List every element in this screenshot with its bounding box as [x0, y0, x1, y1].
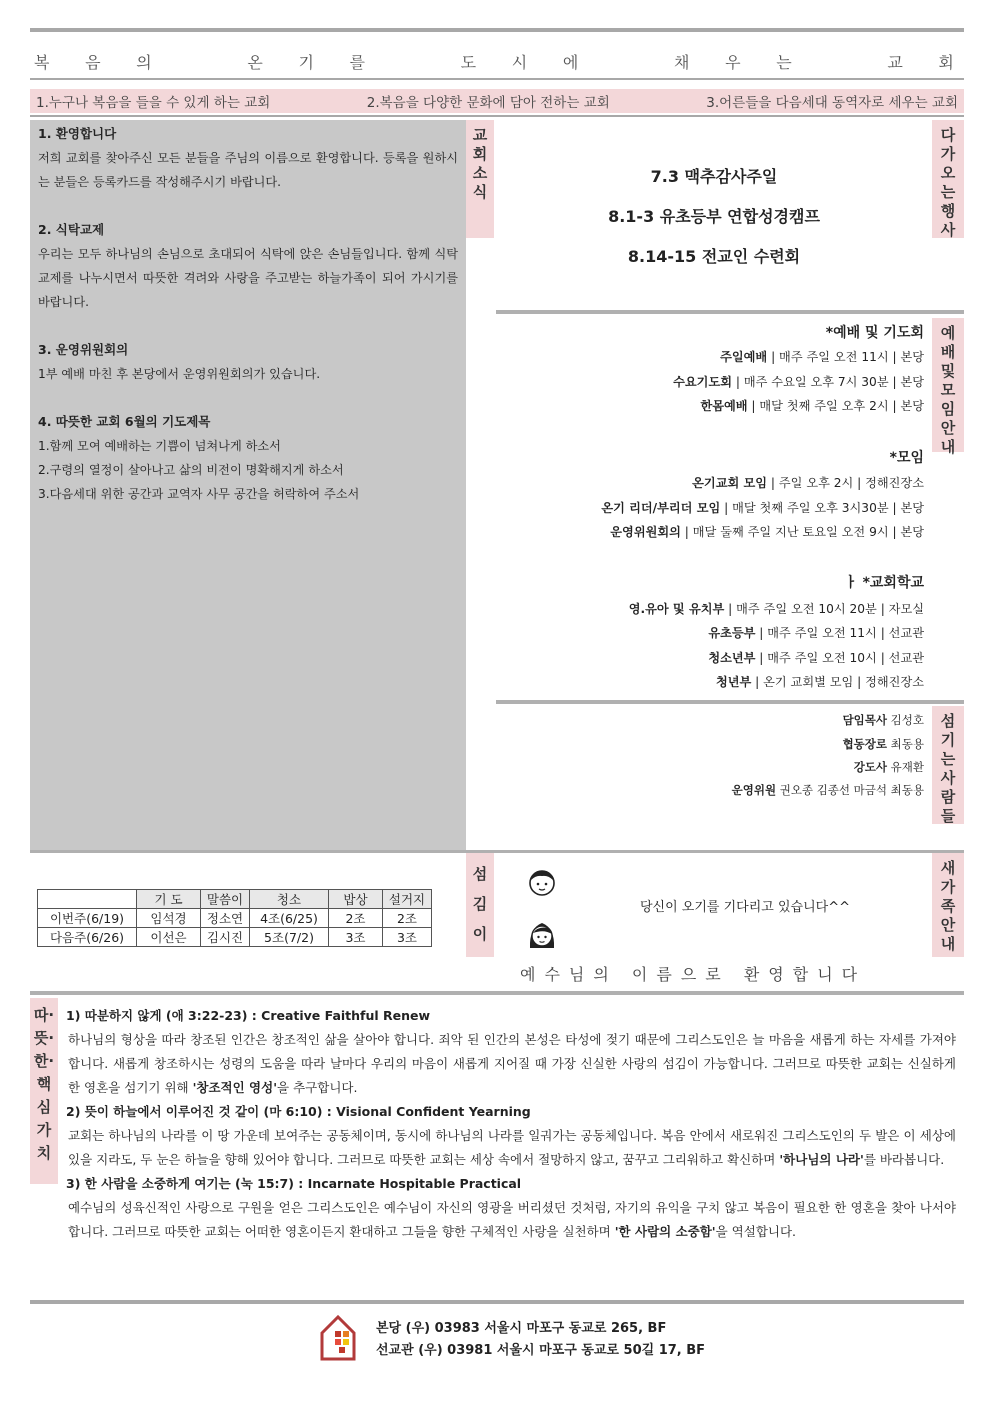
- table-cell: 3조: [329, 928, 383, 947]
- table-row: [38, 909, 432, 928]
- label-char: 이: [472, 925, 488, 943]
- worship-schedule: [496, 318, 932, 698]
- motto-char: 에: [562, 53, 581, 72]
- motto-char: 기: [298, 53, 316, 72]
- label-char: 배: [940, 343, 956, 361]
- motto-char: 온: [247, 53, 265, 72]
- news-title-4: 4. 따뜻한 교회 6월의 기도제목: [38, 414, 211, 429]
- serving-label-text: [466, 859, 494, 949]
- staff-row: 협동장로 최동용: [842, 737, 924, 751]
- prayer-item: 3.다음세대 위한 공간과 교역자 사무 공간을 허락하여 주소서: [38, 487, 360, 501]
- newcomer-label-text: [932, 859, 964, 954]
- news-text-2: 우리는 모두 하나님의 손님으로 초대되어 식탁에 앉은 손님들입니다. 함께 식탁교제를 나누시면서 따뜻한 격려와 사랑을 주고받는 하늘가족이 되어 가시기를 바랍니다.: [38, 247, 458, 309]
- label-char: 임: [940, 400, 956, 418]
- label-char: 사: [940, 769, 956, 787]
- table-cell: 2조: [329, 909, 383, 928]
- worship-row: 주일예배 | 매주 주일 오전 11시 | 본당: [720, 350, 924, 364]
- table-cell: 기 도: [137, 890, 201, 909]
- label-char: 핵: [36, 1075, 52, 1093]
- girl-avatar-icon: [526, 918, 558, 952]
- core-values: [66, 1004, 956, 1244]
- church-news: [30, 120, 466, 850]
- table-cell: [38, 890, 137, 909]
- upcoming-events: [496, 120, 932, 310]
- school-row: 청년부 | 온기 교회별 모임 | 정해진장소: [715, 675, 924, 689]
- motto-char: 복: [34, 53, 52, 72]
- church-logo-icon: [318, 1313, 358, 1361]
- value-text-1: 하나님의 형상을 따라 창조된 인간은 창조적인 삶을 살아야 합니다. 죄악 된 인간의 본성은 타성에 젖기 때문에 그리스도인은 늘 마음을 새롭게 하는 자세를 가져야합니다. 새롭게 창조하시는 성령의 도움을 따라 날마다 우리의 마음이 새롭게 지어질 때 가장 신실한 사랑의 섬김이 가능합니다. 그러므로 따뜻한 교회는 신실하게 한 영혼을 섬기기 위해 '창조적인 영성'을 추구합니다.: [68, 1032, 957, 1095]
- staff-row: 강도사 유재환: [853, 760, 924, 774]
- footer-address: [376, 1318, 705, 1362]
- vision-rule: [30, 115, 964, 117]
- table-header-row: [38, 890, 432, 909]
- staff-row: 담임목사 김성호: [842, 713, 924, 727]
- meeting-row: 운영위원회의 | 매달 둘째 주일 지난 토요일 오전 9시 | 본당: [610, 525, 924, 539]
- label-char: 뜻·: [33, 1029, 55, 1047]
- label-char: 가: [940, 145, 956, 163]
- events-label-text: [932, 126, 964, 240]
- events-divider: [496, 310, 964, 314]
- serving-label: [466, 853, 494, 957]
- label-char: 가: [940, 878, 956, 896]
- table-cell: 설거지: [383, 890, 432, 909]
- vision-item: 1.누구나 복음을 들을 수 있게 하는 교회: [36, 95, 271, 111]
- staff-label: [932, 706, 964, 824]
- values-label: [30, 998, 58, 1184]
- mid-divider: [30, 850, 964, 853]
- value-title-2: 2) 뜻이 하늘에서 이루어진 것 같이 (마 6:10) : Visional Confident Yearning: [66, 1104, 531, 1119]
- motto-char: 교: [887, 53, 905, 72]
- vision-item: 2.복음을 다양한 문화에 담아 전하는 교회: [366, 95, 610, 111]
- schedule-label: [932, 318, 964, 456]
- news-text-1: 저희 교회를 찾아주신 모든 분들을 주님의 이름으로 환영합니다. 등록을 원하시는 분들은 등록카드를 작성해주시기 바랍니다.: [38, 151, 458, 189]
- meeting-heading: *모임: [889, 450, 924, 466]
- table-cell: 이선은: [137, 928, 201, 947]
- motto-char: 음: [85, 53, 103, 72]
- event-item: 7.3 맥추감사주일: [650, 167, 778, 186]
- label-char: 람: [940, 788, 956, 806]
- schedule-label-text: [932, 324, 964, 457]
- vision-item: 3.어른들을 다음세대 동역자로 세우는 교회: [706, 95, 958, 111]
- label-char: 식: [472, 183, 488, 201]
- worship-row: 수요기도회 | 매주 수요일 오후 7시 30분 | 본당: [673, 375, 924, 389]
- news-label: [466, 120, 494, 238]
- table-cell: 청소: [250, 890, 329, 909]
- school-heading: ㅏ *교회학교: [844, 575, 924, 591]
- table-cell: 이번주(6/19): [38, 909, 137, 928]
- table-cell: 김시진: [201, 928, 250, 947]
- label-char: 심: [36, 1098, 52, 1116]
- news-title-1: 1. 환영합니다: [38, 126, 117, 141]
- table-row: [38, 928, 432, 947]
- table-cell: 다음주(6/26): [38, 928, 137, 947]
- value-text-3: 예수님의 성육신적인 사랑으로 구원을 얻은 그리스도인은 예수님이 자신의 영광을 버리셨던 것처럼, 자기의 유익을 구치 않고 복음이 필요한 한 영혼을 찾아 나서야 합니다. 그러므로 따뜻한 교회는 어떠한 영혼이든지 환대하고 그들을 향한 구체적인 사랑을 실천하며 '한 사람의 소중함'을 역설합니다.: [68, 1200, 956, 1239]
- label-char: 김: [472, 895, 488, 913]
- table-cell: 4조(6/25): [250, 909, 329, 928]
- label-char: 족: [940, 897, 956, 915]
- label-char: 새: [940, 859, 956, 877]
- label-char: 모: [940, 381, 956, 399]
- news-label-text: [466, 126, 494, 202]
- meeting-row: 온기 리더/부리더 모임 | 매달 첫째 주일 오후 3시30분 | 본당: [601, 501, 924, 515]
- vision-bar: [30, 89, 964, 113]
- motto-char: 우: [725, 53, 743, 72]
- label-char: 회: [472, 145, 488, 163]
- value-title-1: 1) 따분하지 않게 (애 3:22-23) : Creative Faithful Renew: [66, 1008, 431, 1023]
- staff-row: 운영위원 권오종 김종선 마금석 최동용: [731, 783, 924, 797]
- value-text-2: 교회는 하나님의 나라를 이 땅 가운데 보여주는 공동체이며, 동시에 하나님의 나라를 일궈가는 공동체입니다. 복음 안에서 새로워진 그리스도인의 두 발은 이 세상에 있을 지라도, 두 눈은 하늘을 향해 있어야 합니다. 그러므로 따뜻한 교회는 세상 속에서 절망하지 않고, 꿈꾸고 그리워하고 확신하며 '하나님의 나라'를 바라봅니다.: [68, 1128, 956, 1167]
- table-cell: 3조: [383, 928, 432, 947]
- serving-table: [37, 889, 432, 947]
- label-char: 기: [940, 731, 956, 749]
- staff-label-text: [932, 712, 964, 826]
- address-line: 선교관 (우) 03981 서울시 마포구 동교로 50길 17, BF: [376, 1343, 706, 1358]
- label-char: 섬: [940, 712, 956, 730]
- label-char: 사: [940, 221, 956, 239]
- worship-row: 한몸예배 | 매달 첫째 주일 오후 2시 | 본당: [700, 399, 924, 413]
- newcomer-label: [932, 853, 964, 957]
- label-char: 및: [940, 362, 956, 380]
- label-char: 한·: [33, 1052, 55, 1070]
- address-line: 본당 (우) 03983 서울시 마포구 동교로 265, BF: [376, 1321, 667, 1336]
- church-motto: [34, 50, 956, 73]
- label-char: 소: [472, 164, 488, 182]
- label-char: 들: [940, 807, 956, 825]
- prayer-item: 1.함께 모여 예배하는 기쁨이 넘쳐나게 하소서: [38, 439, 281, 453]
- newcomer-message: 당신이 오기를 기다리고 있습니다^^: [640, 900, 850, 915]
- news-title-2: 2. 식탁교제: [38, 222, 105, 237]
- label-char: 교: [472, 126, 488, 144]
- label-char: 치: [36, 1144, 52, 1162]
- news-title-3: 3. 운영위원회의: [38, 342, 129, 357]
- label-char: 는: [940, 750, 956, 768]
- event-item: 8.14-15 전교인 수련회: [627, 247, 801, 266]
- motto-rule: [30, 78, 964, 80]
- school-row: 유초등부 | 매주 주일 오전 11시 | 선교관: [708, 626, 924, 640]
- motto-char: 시: [511, 53, 530, 72]
- table-cell: 정소연: [201, 909, 250, 928]
- label-char: 다: [940, 126, 956, 144]
- label-char: 따·: [33, 1006, 55, 1024]
- event-item: 8.1-3 유초등부 연합성경캠프: [608, 207, 820, 226]
- table-cell: 말씀이: [201, 890, 250, 909]
- top-rule: [30, 28, 964, 32]
- label-char: 가: [36, 1121, 52, 1139]
- motto-char: 를: [349, 53, 368, 72]
- label-char: 는: [940, 183, 956, 201]
- label-char: 안: [940, 916, 956, 934]
- school-row: 영.유아 및 유치부 | 매주 주일 오전 10시 20분 | 자모실: [628, 602, 924, 616]
- boy-avatar-icon: [526, 866, 558, 898]
- table-cell: 5조(7/2): [250, 928, 329, 947]
- motto-char: 채: [673, 53, 692, 72]
- label-char: 예: [940, 324, 956, 342]
- values-divider: [30, 991, 964, 995]
- label-char: 오: [940, 164, 956, 182]
- table-cell: 임석경: [137, 909, 201, 928]
- welcome-text: 예수님의 이름으로 환영합니다: [520, 965, 867, 984]
- motto-char: 도: [460, 53, 479, 72]
- prayer-item: 2.구령의 열정이 살아나고 삶의 비전이 명확해지게 하소서: [38, 463, 344, 477]
- motto-char: 회: [938, 53, 956, 72]
- school-row: 청소년부 | 매주 주일 오전 10시 | 선교관: [708, 651, 924, 665]
- value-title-3: 3) 한 사람을 소중하게 여기는 (눅 15:7) : Incarnate Hospitable Practical: [66, 1176, 522, 1191]
- label-char: 내: [940, 438, 956, 456]
- news-text-3: 1부 예배 마친 후 본당에서 운영위원회의가 있습니다.: [38, 367, 321, 381]
- events-label: [932, 120, 964, 238]
- worship-heading: *예배 및 기도회: [825, 325, 924, 341]
- table-cell: 2조: [383, 909, 432, 928]
- meeting-row: 온기교회 모임 | 주일 오후 2시 | 정해진장소: [692, 476, 924, 490]
- motto-char: 의: [136, 53, 154, 72]
- label-char: 섬: [472, 865, 488, 883]
- label-char: 행: [940, 202, 956, 220]
- motto-char: 는: [776, 53, 794, 72]
- label-char: 내: [940, 935, 956, 953]
- footer-rule: [30, 1300, 964, 1304]
- schedule-divider: [496, 700, 964, 704]
- staff-list: [496, 706, 932, 846]
- table-cell: 밥상: [329, 890, 383, 909]
- values-label-text: [30, 1004, 58, 1165]
- label-char: 안: [940, 419, 956, 437]
